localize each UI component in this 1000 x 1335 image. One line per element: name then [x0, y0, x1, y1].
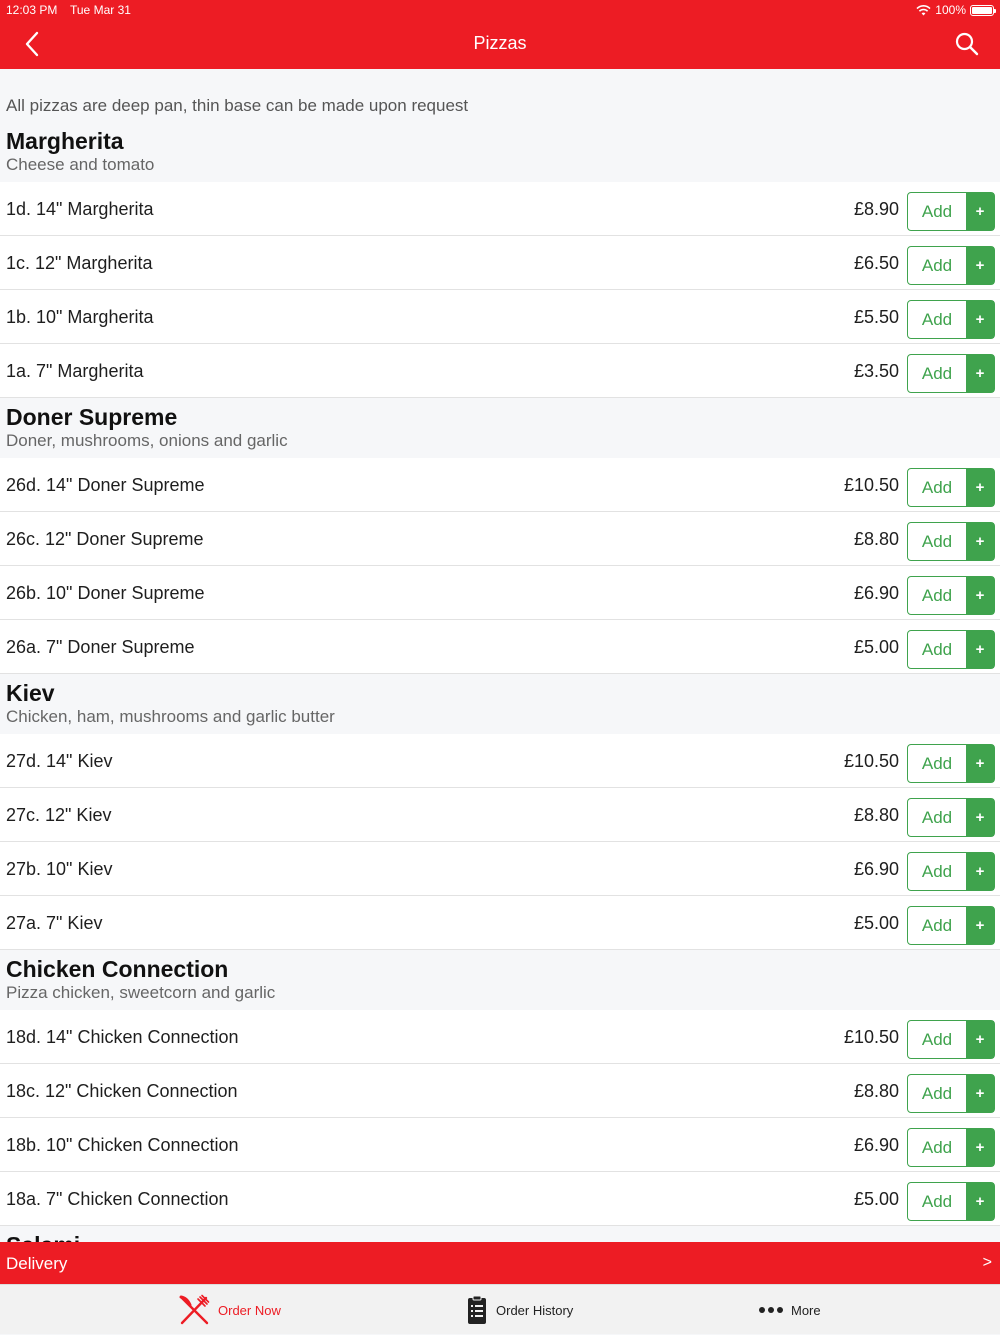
menu-item-row[interactable]	[0, 842, 1000, 896]
menu-item-name: 18d. 14" Chicken Connection	[6, 1027, 239, 1047]
tab-order-history[interactable]	[466, 1285, 573, 1335]
section-header	[0, 950, 1000, 1010]
menu-item-row[interactable]	[0, 512, 1000, 566]
menu-item-row[interactable]	[0, 182, 1000, 236]
menu-item-row[interactable]	[0, 1010, 1000, 1064]
menu-item-price: £10.50	[843, 751, 899, 771]
add-label: Add	[921, 640, 953, 659]
menu-item-row[interactable]	[0, 734, 1000, 788]
menu-item-price: £3.50	[853, 361, 899, 381]
plus-icon: +	[966, 577, 994, 614]
menu-item-price: £10.50	[843, 1027, 899, 1047]
add-label: Add	[921, 1192, 953, 1211]
add-label: Add	[921, 862, 953, 881]
menu-item-name: 27d. 14" Kiev	[6, 751, 113, 771]
menu-item-row[interactable]	[0, 344, 1000, 398]
plus-icon: +	[966, 1183, 994, 1220]
add-label: Add	[921, 202, 953, 221]
fork-knife-icon	[178, 1294, 210, 1326]
add-label: Add	[921, 586, 953, 605]
plus-icon: +	[966, 1129, 994, 1166]
section-description: Cheese and tomato	[6, 155, 155, 174]
menu-item-name: 27b. 10" Kiev	[6, 859, 113, 879]
add-label: Add	[921, 916, 953, 935]
menu-intro-note: All pizzas are deep pan, thin base can be made upon request	[0, 69, 1000, 123]
battery-icon	[970, 5, 994, 16]
add-button[interactable]	[907, 852, 995, 891]
plus-icon: +	[966, 301, 994, 338]
menu-item-row[interactable]	[0, 1118, 1000, 1172]
add-label: Add	[921, 364, 953, 383]
tab-label-more: More	[791, 1302, 821, 1318]
add-button[interactable]	[907, 1074, 995, 1113]
menu-list[interactable]	[0, 69, 1000, 1242]
menu-item-price: £8.80	[853, 805, 899, 825]
menu-item-name: 1d. 14" Margherita	[6, 199, 154, 219]
top-bar	[0, 0, 1000, 69]
add-label: Add	[921, 1138, 953, 1157]
menu-item-name: 18c. 12" Chicken Connection	[6, 1081, 238, 1101]
add-button[interactable]	[907, 522, 995, 561]
menu-item-price: £8.90	[853, 199, 899, 219]
section-description: Pizza chicken, sweetcorn and garlic	[6, 983, 276, 1002]
menu-item-name: 1c. 12" Margherita	[6, 253, 153, 273]
plus-icon: +	[966, 745, 994, 782]
menu-item-row[interactable]	[0, 458, 1000, 512]
plus-icon: +	[966, 907, 994, 944]
add-label: Add	[921, 310, 953, 329]
status-time: 12:03 PM	[6, 3, 58, 17]
delivery-arrow-icon: >	[982, 1254, 992, 1271]
section-header	[0, 398, 1000, 458]
menu-item-row[interactable]	[0, 1172, 1000, 1226]
menu-item-row[interactable]	[0, 1064, 1000, 1118]
plus-icon: +	[966, 631, 994, 668]
page-title: Pizzas	[473, 33, 527, 53]
delivery-bar[interactable]	[0, 1242, 1000, 1284]
section-description: Chicken, ham, mushrooms and garlic butter	[6, 707, 335, 726]
menu-item-price: £10.50	[843, 475, 899, 495]
delivery-label: Delivery	[6, 1254, 68, 1273]
menu-item-price: £8.80	[853, 1081, 899, 1101]
menu-item-price: £5.00	[853, 637, 899, 657]
menu-item-name: 18b. 10" Chicken Connection	[6, 1135, 239, 1155]
add-button[interactable]	[907, 1128, 995, 1167]
menu-item-row[interactable]	[0, 896, 1000, 950]
wifi-icon	[916, 5, 931, 16]
plus-icon: +	[966, 355, 994, 392]
add-button[interactable]	[907, 576, 995, 615]
menu-sections	[0, 123, 1000, 1266]
menu-item-row[interactable]	[0, 236, 1000, 290]
plus-icon: +	[966, 1021, 994, 1058]
plus-icon: +	[966, 247, 994, 284]
menu-item-name: 1b. 10" Margherita	[6, 307, 154, 327]
section-title: Doner Supreme	[6, 404, 178, 430]
section-title: Margherita	[6, 128, 124, 154]
menu-item-price: £5.00	[853, 1189, 899, 1209]
tab-bar	[0, 1284, 1000, 1334]
status-date: Tue Mar 31	[70, 3, 131, 17]
add-button[interactable]	[907, 630, 995, 669]
plus-icon: +	[966, 799, 994, 836]
plus-icon: +	[966, 193, 994, 230]
plus-icon: +	[966, 853, 994, 890]
menu-item-price: £6.90	[853, 1135, 899, 1155]
section-title: Chicken Connection	[6, 956, 229, 982]
plus-icon: +	[966, 523, 994, 560]
menu-item-name: 26d. 14" Doner Supreme	[6, 475, 205, 495]
add-button[interactable]	[907, 246, 995, 285]
add-button[interactable]	[907, 1020, 995, 1059]
section-header	[0, 123, 1000, 182]
add-button[interactable]	[907, 468, 995, 507]
add-label: Add	[921, 1084, 953, 1103]
menu-item-price: £5.00	[853, 913, 899, 933]
add-label: Add	[921, 478, 953, 497]
battery-percent: 100%	[935, 3, 966, 17]
tab-more[interactable]	[759, 1285, 821, 1335]
section-header	[0, 674, 1000, 734]
add-button[interactable]	[907, 906, 995, 945]
plus-icon: +	[966, 469, 994, 506]
menu-item-name: 18a. 7" Chicken Connection	[6, 1189, 229, 1209]
add-button[interactable]	[907, 300, 995, 339]
search-icon[interactable]	[954, 31, 980, 57]
add-button[interactable]	[907, 1182, 995, 1221]
add-button[interactable]	[907, 192, 995, 231]
section-title: Kiev	[6, 680, 55, 706]
menu-item-name: 26a. 7" Doner Supreme	[6, 637, 195, 657]
tab-order-now[interactable]	[178, 1285, 281, 1335]
tab-label-order-history: Order History	[496, 1302, 574, 1318]
menu-item-name: 27a. 7" Kiev	[6, 913, 103, 933]
add-label: Add	[921, 808, 953, 827]
menu-item-price: £6.90	[853, 583, 899, 603]
menu-item-name: 26c. 12" Doner Supreme	[6, 529, 204, 549]
clipboard-icon	[466, 1295, 488, 1325]
add-label: Add	[921, 1030, 953, 1049]
menu-item-price: £6.90	[853, 859, 899, 879]
menu-item-name: 26b. 10" Doner Supreme	[6, 583, 205, 603]
menu-item-row[interactable]	[0, 620, 1000, 674]
more-dots-icon	[759, 1307, 783, 1313]
status-right	[916, 3, 994, 17]
menu-item-row[interactable]	[0, 290, 1000, 344]
tab-label-order-now: Order Now	[218, 1302, 281, 1318]
menu-item-name: 27c. 12" Kiev	[6, 805, 112, 825]
menu-item-price: £6.50	[853, 253, 899, 273]
plus-icon: +	[966, 1075, 994, 1112]
add-button[interactable]	[907, 798, 995, 837]
menu-item-row[interactable]	[0, 566, 1000, 620]
menu-item-price: £8.80	[853, 529, 899, 549]
menu-item-price: £5.50	[853, 307, 899, 327]
add-label: Add	[921, 532, 953, 551]
add-button[interactable]	[907, 744, 995, 783]
add-button[interactable]	[907, 354, 995, 393]
menu-item-name: 1a. 7" Margherita	[6, 361, 144, 381]
section-description: Doner, mushrooms, onions and garlic	[6, 431, 288, 450]
menu-item-row[interactable]	[0, 788, 1000, 842]
add-label: Add	[921, 256, 953, 275]
add-label: Add	[921, 754, 953, 773]
status-bar	[0, 0, 1000, 20]
